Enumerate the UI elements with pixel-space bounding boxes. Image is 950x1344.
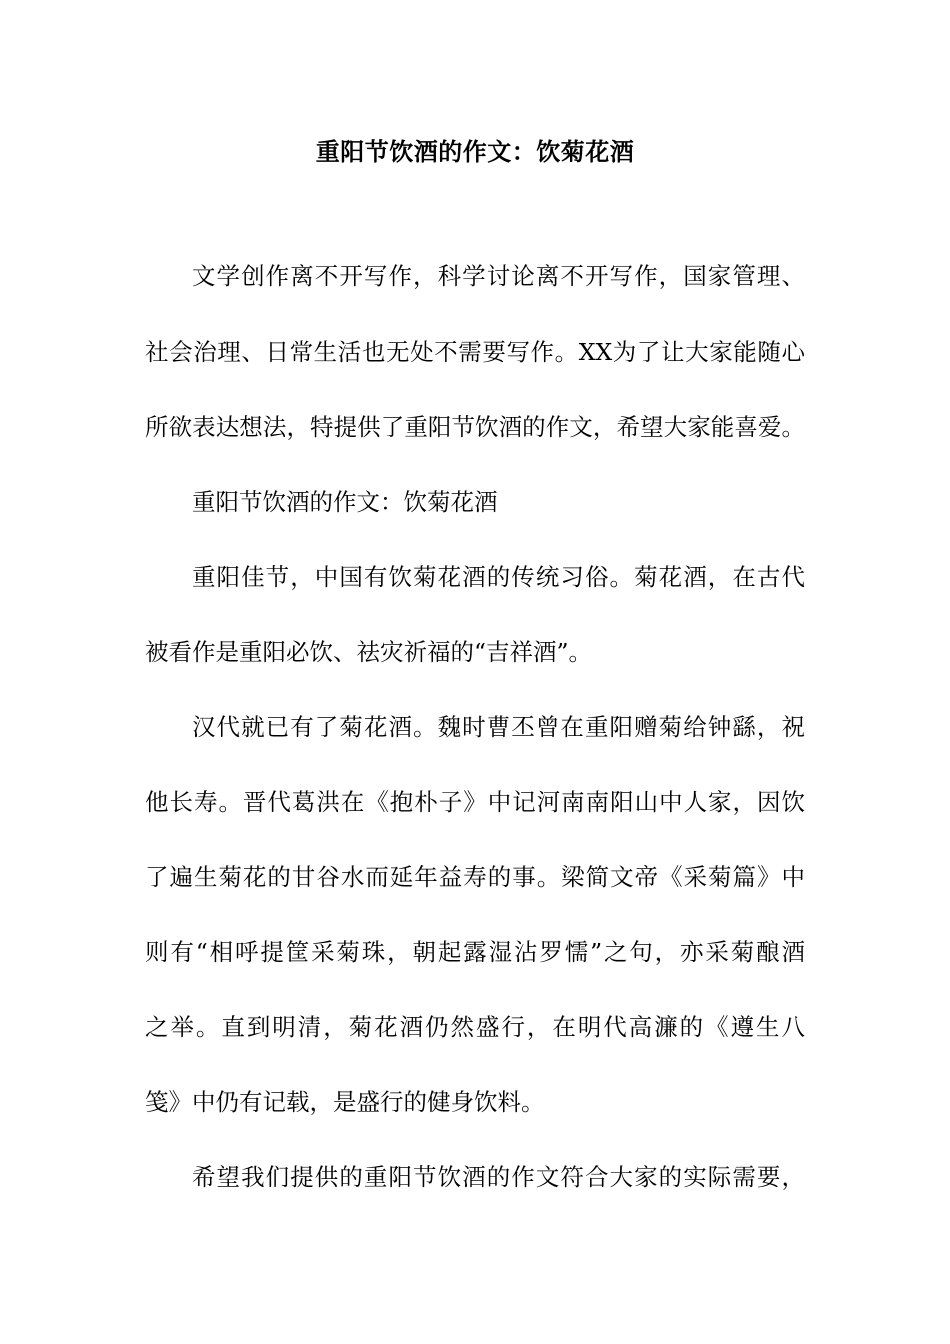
paragraph-line: 了遍生菊花的甘谷水而延年益寿的事。梁简文帝《采菊篇》中 (145, 863, 805, 891)
paragraph-line: 重阳佳节，中国有饮菊花酒的传统习俗。菊花酒，在古代 (192, 563, 805, 591)
document-title: 重阳节饮酒的作文：饮菊花酒 (315, 137, 635, 166)
paragraph-line: 被看作是重阳必饮、祛灾祈福的“吉祥酒”。 (145, 638, 593, 666)
paragraph-line: 文学创作离不开写作，科学讨论离不开写作，国家管理、 (192, 262, 805, 290)
paragraph-line: 之举。直到明清，菊花酒仍然盛行，在明代高濂的《遵生八 (145, 1013, 805, 1041)
paragraph-line: 汉代就已有了菊花酒。魏时曹丕曾在重阳赠菊给钟繇，祝 (192, 713, 805, 741)
paragraph-line: 社会治理、日常生活也无处不需要写作。XX为了让大家能随心 (145, 338, 805, 366)
paragraph-line: 则有“相呼提筐采菊珠，朝起露湿沾罗懦”之句，亦采菊酿酒 (145, 938, 805, 966)
paragraph-line: 他长寿。晋代葛洪在《抱朴子》中记河南南阳山中人家，因饮 (145, 788, 805, 816)
section-heading: 重阳节饮酒的作文：饮菊花酒 (192, 488, 498, 516)
paragraph-line: 希望我们提供的重阳节饮酒的作文符合大家的实际需要， (192, 1163, 805, 1191)
paragraph-line: 笺》中仍有记载，是盛行的健身饮料。 (145, 1088, 545, 1116)
paragraph-line: 所欲表达想法，特提供了重阳节饮酒的作文，希望大家能喜爱。 (145, 413, 805, 441)
